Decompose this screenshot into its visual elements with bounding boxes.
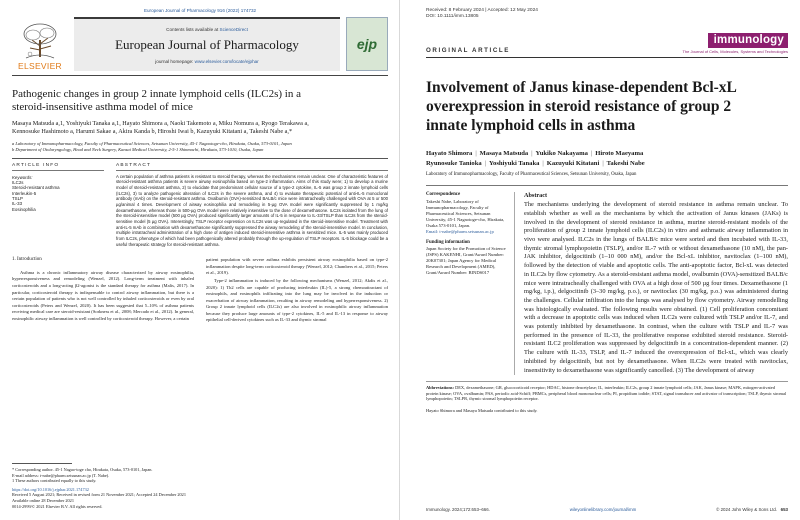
doi-line[interactable]: DOI: 10.1111/imm.13805 [426, 14, 479, 19]
contribution-note: Hayato Shimora and Masaya Matsuda contributed to this study. [426, 408, 538, 414]
main-content [426, 192, 788, 375]
author-name: Yoshiyuki Tanaka [489, 159, 540, 167]
immunology-logo-subtitle: The Journal of Cells, Molecules, Systems and Technologies [682, 49, 788, 54]
correspondence-heading: Correspondence [426, 192, 461, 198]
publisher-name: ELSEVIER [18, 61, 62, 71]
body-paragraph: Asthma is a chronic inflammatory airway disease characterized by airway eosinophilia, hyperresponsiveness and remodeling (Wenzel, 2012). Long-term treatment with inhaled corticosteroids and a long-acting β2-agonist is the standard therapy for asthma (Malis, 2017). In particular, corticosteroid therapy is indispensable to control airway inflammation, but there is a certain population of patients who is not well controlled by inhaled corticosteroids or even by oral corticosteroids (Peters and Wenzel, 2020). It has been suggested that 5–10% of asthma patients receiving medical care are steroid-resistant (Sorkness et al., 2008; Mercado et al., 2012). In general, eosinophilic airway inflammation is well controlled by corticosteroid therapy. However, a certain [12, 269, 194, 321]
article-info [12, 163, 104, 248]
abstract-section [514, 192, 788, 375]
keyword: Interleukin-5 [12, 190, 37, 196]
affiliations [12, 141, 388, 153]
elsevier-logo [12, 17, 68, 71]
author-name: Hiroto Maeyama [595, 150, 644, 157]
author-name: Ryunosuke Tanioka [426, 159, 482, 167]
doi-link[interactable]: https://doi.org/10.1016/j.ejphar.2021.174732 [12, 486, 89, 492]
body-paragraph: Type-2 inflammation is induced by the following mechanisms (Wenzel, 2012; Akdis et al., 2020): 1) Th2 cells are capable of producing interleukin (IL)-5, a strong chemoattractant of eosinophils, and eosinophils infiltrating into the lung may be involved in the induction or exacerbation of airway inflammation, resulting in airway remodeling and hyperresponsiveness. 2) Group 2 innate lymphoid cells (ILC2s) are also involved in eosinophilic airway inflammation because they produce large amounts of type-2 cytokines, IL-5 and IL-13 in response to airway epithelial cell-derived cytokines such as IL-33 and thymic stromal [206, 277, 388, 323]
funding-heading: Funding information [426, 239, 470, 245]
article-type-label: ORIGINAL ARTICLE [426, 47, 511, 54]
abbreviations-label: Abbreviations: [426, 385, 454, 391]
header-divider [12, 75, 388, 76]
elsevier-tree-icon [18, 22, 62, 60]
affiliation-a: a Laboratory of Immunopharmacology, Faculty of Pharmaceutical Sciences, Setsunan University, 45-1 Nagaotoge-cho, Hirakata, Osaka, 573-0101, Japan [12, 140, 292, 146]
footer-copyright-text: © 2024 John Wiley & Sons Ltd. [716, 507, 777, 512]
body-columns [12, 257, 388, 323]
info-abstract-row [12, 163, 388, 248]
article-info-heading: ARTICLE INFO [12, 163, 104, 171]
funding-text: Japan Society for the Promotion of Science (JSPS) KAKENHI, Grant/Award Number: 20K07301; Japan Agency for Medical Research and Development (AMED), Grant/Award Number: BINDS017 [426, 246, 506, 276]
abbreviations-text: DEX, dexamethasone; GR, glucocorticoid receptor; HDAC, histone deacetylase; IL, interleukin; ILC2s, group 2 innate lymphoid cells; JAK, Janus kinase; MAPK, mitogen-activated protein kinase; OVA, ovalbumin; PAS, periodic acid-Schiff; PBMCs, peripheral blood mononuclear cells; PI, propidium iodide; STAT, signal transducer and activator of transcription; TSLP, thymic stromal lymphopoietin; TSLPR, thymic stromal lymphopoietin receptor. [426, 385, 787, 402]
article-title: Involvement of Janus kinase-dependent Bcl-xL overexpression in steroid resistance of group 2 innate lymphoid cells in asthma [426, 79, 737, 134]
keywords-label: Keywords: [12, 174, 33, 180]
sciencedirect-link[interactable]: ScienceDirect [219, 26, 248, 32]
author-name: Hayato Shimora [426, 150, 473, 157]
introduction-heading: 1. Introduction [12, 257, 42, 263]
journal-title: European Journal of Pharmacology [115, 36, 299, 52]
abstract-section [116, 163, 388, 248]
right-journal-page [400, 0, 800, 520]
keyword: TSLP [12, 196, 23, 202]
affiliation: Laboratory of Immunopharmacology, Faculty of Pharmaceutical Sciences, Setsunan University, Osaka, Japan [426, 172, 637, 178]
page-footnotes [12, 463, 387, 509]
journal-homepage-link[interactable]: www.elsevier.com/locate/ejphar [194, 58, 259, 64]
article-title: Pathogenic changes in group 2 innate lymphoid cells (ILC2s) in a steroid-insensitive asthma model of mice [12, 88, 301, 113]
correspondence-block [426, 192, 508, 234]
page-footer [426, 507, 788, 512]
footnote-equal-contribution: 1 These authors contributed equally to this study. [12, 478, 97, 484]
available-online-date: Available online 28 December 2021 [12, 497, 74, 503]
keyword: Eosinophilia [12, 206, 36, 212]
received-dates: Received 5 August 2021; Received in revised form 21 November 2021; Accepted 24 December 2021 [12, 492, 186, 498]
journal-citation-line[interactable]: European Journal of Pharmacology 916 (2022) 174732 [143, 8, 257, 13]
homepage-prefix: journal homepage: [155, 58, 195, 64]
abbreviations [426, 381, 788, 402]
homepage-line [155, 59, 258, 64]
page-number: 653 [780, 507, 788, 512]
keyword: ILC2s [12, 179, 24, 185]
copyright-line: 0014-2999/© 2021 Elsevier B.V. All rights reserved. [12, 503, 103, 509]
article-header-row [426, 33, 788, 54]
cover-logo-text: ejp [356, 36, 378, 52]
body-column-right [206, 257, 388, 323]
keyword: Steroid-resistant asthma [12, 185, 60, 191]
contents-prefix: Contents lists available at [166, 26, 220, 32]
body-column-left [12, 257, 194, 323]
journal-header [12, 17, 388, 71]
author-name: Kazuyuki Kitatani [546, 159, 600, 167]
correspondence-email[interactable]: Email: t-nabe@pharm.setsunan.ac.jp [426, 228, 494, 234]
author-list [426, 149, 756, 168]
section-divider [12, 158, 388, 159]
abstract-heading: ABSTRACT [116, 163, 388, 171]
footnote-corresponding: * Corresponding author. 45-1 Nagao-toge cho, Hirakata, Osaka, 573-0101, Japan. [12, 467, 153, 472]
author-name: Takeshi Nabe [606, 159, 645, 167]
journal-masthead [74, 17, 340, 71]
author-list: Masaya Matsuda a,1, Yoshiyuki Tanaka a,1, Hayato Shimora a, Naoki Takemoto a, Miku Nomura a, Ryogo Terakawa a, Kennosuke Hashimoto a, Harumi Sakae a, Akira Kanda b, Hiroshi Iwai b, Kazuyuki Kitatani a, Takeshi Nabe a,* [12, 120, 309, 136]
footer-journal-link[interactable]: wileyonlinelibrary.com/journal/imm [569, 507, 637, 512]
author-line: Ryunosuke Tanioka | Yoshiyuki Tanaka | Kazuyuki Kitatani | Takeshi Nabe [426, 159, 645, 167]
keyword: IL-33 [12, 201, 23, 207]
author-name: Yukiko Nakayama [535, 150, 588, 157]
sidebar-info [426, 192, 514, 375]
correspondence-text: Takeshi Nabe, Laboratory of Immunopharmacology, Faculty of Pharmaceutical Sciences, Setsunan University, 45-1 Nagaotoge-cho, Hirakata, Osaka 573-0101, Japan. [426, 199, 505, 228]
footer-copyright [716, 507, 788, 512]
affiliation-b: b Department of Otolaryngology, Head and Neck Surgery, Kansai Medical University, 2-5-1 Shinmachi, Hirakata, 573-1010, Osaka, Japan [12, 146, 264, 152]
journal-cover-thumbnail [346, 17, 388, 71]
footer-citation: Immunology. 2024;172:653–666. [426, 507, 490, 512]
section-divider [426, 185, 788, 186]
immunology-logo-text: immunology [708, 33, 788, 48]
author-line: Hayato Shimora | Masaya Matsuda | Yukiko Nakayama | Hiroto Maeyama [426, 150, 644, 157]
header-divider [426, 57, 788, 58]
author-name: Masaya Matsuda [479, 150, 529, 157]
funding-block [426, 240, 508, 276]
received-accepted-dates: Received: 8 February 2024 | Accepted: 12 May 2024 [426, 8, 538, 13]
footnote-rule [12, 463, 72, 464]
contents-line [166, 27, 248, 32]
abstract-heading: Abstract [524, 192, 548, 200]
abstract-text: The mechanisms underlying the development of steroid resistance in asthma remain unclear. To establish whether as well as the mechanisms by which the activation of Janus kinases (JAKs) is involved in the development of steroid resistance in asthma, murine steroid-resistant models of the proliferation of group 2 innate lymphoid cells (ILC2s) in vitro and asthmatic airway inflammation in vivo were analysed. ILC2s in the lungs of BALB/c mice were sorted and then incubated with IL-33, thymic stromal lymphopoietin (TSLP), and/or IL-7 with or without dexamethasone (10 nM), the pan-JAK inhibitor, delgocitinib (1–10 000 nM), and/or the Bcl-xL inhibitor, navitoclax (1–100 nM), followed by the detection of viable and apoptotic cells. The anti-apoptotic factor, Bcl-xL was detected in ILC2s by flow cytometry. As a steroid-resistant asthma model, ovalbumin (OVA)-sensitized BALB/c mice were intratracheally challenged with OVA at a high dose of 500 µg four times. Dexamethasone (1 mg/kg, i.p.), delgocitinib (3–30 mg/kg, p.o.), or navitoclax (30 mg/kg, p.o.) was administered during the challenges. Cellular infiltration into the lungs was analysed by flow cytometry. Airway remodelling was histologically evaluated. The following results were obtained. (1) Cell proliferation concomitant with a decrease in apoptotic cells was induced when ILC2s were cultured with TSLP and/or IL-7, and was potently inhibited by dexamethasone. In contrast, when the culture with TSLP and IL-7 was performed in the presence of IL-33, the proliferative response exhibited steroid resistance. Steroid-resistant ILC2 proliferation was suppressed by delgocitinib in a concentration-dependent manner. (2) The culture with IL-33, TSLP, and IL-7 induced the overexpression of Bcl-xL, which was clearly inhibited by delgocitinib, but not by dexamethasone. When ILC2s were treated with navitoclax, insensitivity to dexamethasone was significantly cancelled. (3) The development of airway [524, 201, 788, 374]
abstract-text: A certain population of asthma patients is resistant to steroid therapy, whereas the mechanisms remain unclear. One of characteristic features of steroid-resistant asthma patients is severe airway eosinophilia based on type-2 inflammation. Aims of this study were; 1) to develop a murine model of steroid-resistant asthma, 2) to elucidate that predominant cellular source of a type-2 cytokine, IL-5 was group 2 innate lymphoid cells (ILC2s), 3) to analyze pathogenic alteration of ILC2s in the severe asthma, and 4) to evaluate therapeutic potential of anti-IL-5 monoclonal antibody (mAb) on the steroid-resistant asthma. Ovalbumin (OVA)-sensitized BALB/c mice were intratracheally challenged with OVA at 5 or 500 µg/animal 4 times. Development of airway eosinophilia and remodeling in 5-µg OVA model were significantly suppressed by 1 mg/kg dexamethasone, whereas those in 500-µg OVA model were relatively insensitive to the dose of dexamethasone. ILC2s isolated from the lung of the steroid-insensitive model (500 µg OVA) produced significantly larger amounts of IL-5 in response to IL-33/TSLP than ILC2s from the steroid-sensitive model (5 µg OVA). Interestingly, TSLP receptor expression on ILC2s was up-regulated in the steroid-insensitive model. Treatment with anti-IL-5 mAb in combination with dexamethasone significantly suppressed the airway remodeling of the steroid-insensitive model. In conclusion, multiple intratracheal administration of a high dose of antigen induced steroid-insensitive asthma in sensitized mice. IL-5 was mainly produced from ILC2s, phenotype of which had been pathogenically altered probably through the up-regulation of TSLP receptors. IL-5 blockage could be a useful therapeutic strategy for steroid-resistant asthma. [116, 173, 388, 247]
immunology-logo [682, 33, 788, 54]
footnote-email[interactable]: E-mail address: t-nabe@pharm.setsunan.ac.jp (T. Nabe). [12, 472, 110, 478]
body-paragraph: patient population with severe asthma exhibits persistent airway eosinophilia based on type-2 inflammation despite long-term corticosteroid therapy (Wenzel, 2012; Chambers et al., 2015; Peters et al., 2019). [206, 257, 388, 276]
